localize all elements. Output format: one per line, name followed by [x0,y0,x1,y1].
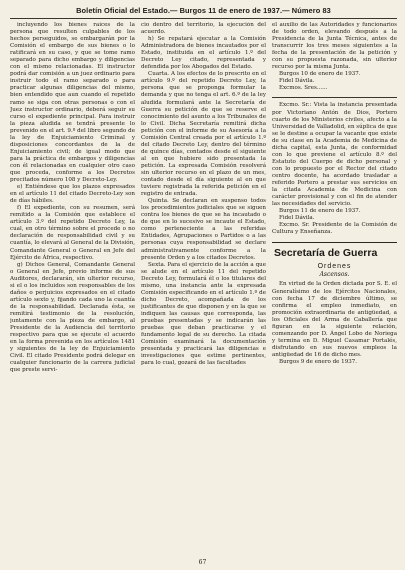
paragraph: Sexta. Para el ejercicio de la acción a que se alude en el artículo 11 del repetido Decreto Ley, formulará él o los titulares del mismo, una instancia ante la expresada Comisión especificando en el artículo 1.º de dicho Decreto, acompañada de los justificantes de que disponen y en la que se indiquen las causas que corresponda, las pruebas presentadas y se indicarán las pruebas que deban practicarse y el fundamento legal de su derecho. La citada Comisión examinará la documentación presentada y practicará las diligencias e investigaciones que estime pertinentes, para lo cual, gozará de las facultades [141,261,266,367]
section-divider [272,242,397,243]
paragraph: h) Se repatará ejecutar a la Comisión Administradora de bienes incautados por el Estado, instituida en el artículo 1.º del Decreto Ley citado, representada y defendida por los Abogados del Estado. [141,36,266,71]
date-line: Burgos 9 de enero de 1937. [279,358,358,365]
addressee: Excmos. Sres...... [279,85,328,92]
paragraph: e) Entiéndese que los plazos expresados en el artículo 11 del citado Decreto-Ley son de días hábiles. [10,184,135,205]
divider [272,97,397,98]
page-header: Boletín Oficial del Estado.— Burgos 11 de enero de 1937.— Número 83 [10,4,397,19]
paragraph: Quinta. Se declaran en suspenso todos los procedimientos judiciales que se siguen contra los bienes de que se ha incautado o de que en lo sucesivo se incaute el Estado, como perteneciente a las referidas Entidades, Agrupaciones o Partidos o a las personas cuya responsabilidad se declare administrativamente conforme a la presente Orden y a los citados Decretos. [141,198,266,261]
paragraph: Excmo. Sr.: Vista la instancia presentada por Victoriano Antón de Dios, Portero cuarto de los Ministerios civiles, afecto a la Universidad de Valladolid, en súplica de que se le destine a ocupar la vacante que existe de su clase en la Academia de Medicina de dicha capital, esta Junta, de conformidad con lo que previene el artículo 8.º del Estatuto del Cuerpo de dicho personal y con lo propuesto por el Rector del citado centro docente, ha acordado trasladar a referido Portero a prestar sus servicios en la citada Academia de Medicina con carácter provisional y con el fin de atender las necesidades del servicio. [272,102,397,208]
addressee: Excmo. Sr. Presidente de la Comisión de Cultura y Enseñanza. [272,222,397,236]
signature: Fidel Dávila. [279,215,315,222]
subsection-subtitle: Ascensos. [319,271,350,279]
paragraph: En virtud de la Orden dictada por S. E. el Generalísimo de los Ejércitos Nacionales, con fecha 17 de diciembre último, se confirma el empleo inmediato, en promoción extraordinaria de antigüedad, a los Oficiales del Arma de Caballería que figuran en la siguiente relación, comenzando por D. Ángel Lobo de Noriega y termina en D. Miguel Casamar Portalés, disfrutando en sus nuevos empleos la antigüedad de 16 de dicho mes. [272,281,397,358]
date-line: Burgos 10 de enero de 1937. [279,71,361,78]
subsection-title: Ordenes [317,263,352,271]
paragraph: cio dentro del territorio, la ejecución del acuerdo. [141,22,266,36]
column-1 [10,22,135,562]
paragraph: el auxilio de las Autoridades y funcionarios de todo orden, elevando después a la Presidencia de la Junta Técnica, antes de transcurrir los tres meses siguientes a la fecha de la presentación de la petición y con su propuesta razonada, sin ulterior recurso por la misma Junta. [272,22,397,71]
paragraph: f) El expediente, con su resumen, será remitido a la Comisión que establece el artículo 3.º del repetido Decreto Ley, la cual, en otro término sobre el procede o no declaración de responsabilidad civil y su cuantía, lo elevará al General de la División, Comandante General o General en Jefe del Ejército de África, respectivo. [10,205,135,261]
date-line: Burgos 11 de enero de 1937. [279,208,361,215]
column-2 [141,22,266,562]
text-columns [10,22,397,562]
signature: Fidel Dávila. [279,78,315,85]
paragraph: incluyendo los bienes raíces de la persona que resulten culpables de los hechos perseguidos, se embargarán por la Comisión el embargo de sus bienes o lo ratificará en su caso, y que se tome ramo separado para dicho embargo y diligencias con el mismo relacionadas. El instructor podrá dar comisión a un juez ordinario para instruir todo el ramo separado o para practicar algunas diligencias del mismo, bien entendido que aun cuando el repetido ramo se siga con otras personas o con el Juez instructor ordinario, deberá seguir su curso el expediente principal. Para instruir la pieza aludida se tendrá presente lo prevenido en el art. 9.º del libro segundo de la ley de Enjuiciamiento Criminal y disposiciones concordantes de la de Enjuiciamiento civil; de igual modo que para la práctica de embargos y diligencias con él relacionadas en cualquier otro caso que proceda, conforme a los Decretos precitados número 108 y Decreto-Ley. [10,22,135,184]
column-3 [272,22,397,562]
page-number: 67 [198,559,207,566]
paragraph: g) Dichos General, Comandante General o General en Jefe, previo informe de sus Auditores, declararán, sin ulterior recurso, si el o los incluidos son responsables de los daños o perjuicios expresados en el citado artículo sexto y, fijando cada uno la cuantía de la responsabilidad. Declarada ésta, se remitirá testimonio de la resolución, juntamente con la pieza de embargo, al Presidente de la Audiencia del territorio respectivo para que se ejecute el acuerdo en la forma prevenida en los artículos 1481 y siguientes de la ley de Enjuiciamiento Civil. El citado Presidente podrá delegar en cualquier funcionario de la carrera judicial que preste servi- [10,261,135,374]
section-title: Secretaría de Guerra [274,247,378,260]
paragraph: Cuarta. A los efectos de lo prescrito en el artículo 9.º del repetido Decreto Ley, la persona que se proponga formular la demanda y que no tenga el art. 6.º de la ley aludida formulará ante la Secretaría de Guerra su petición de que se reserve el conocimiento del asunto a los Tribunales de lo Civil. Dicha Secretaría remitirá dicha petición con el informe de su Asesoría a la Comisión Central creada por el artículo 1.º del citado Decreto Ley, dentro del término de quince días, contados desde el siguiente al en que hubiere sido presentada la petición. La expresada Comisión resolverá sin ulterior recurso en el plazo de un mes, contado desde el día siguiente al en que tuviere registrada la referida petición en el registro de entrada. [141,71,266,198]
